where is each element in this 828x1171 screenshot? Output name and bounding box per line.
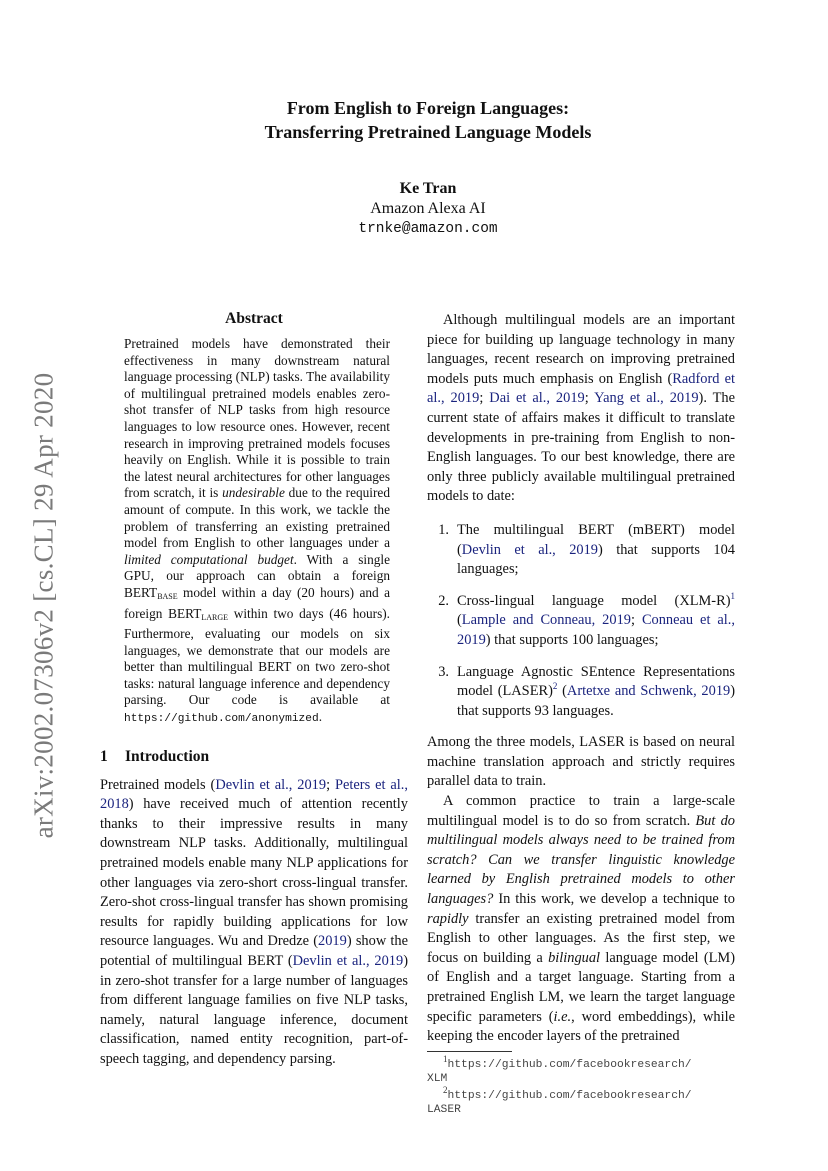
title-line-2: Transferring Pretrained Language Models <box>264 122 592 142</box>
footnote-link-continued[interactable]: LASER <box>427 1103 461 1116</box>
text-run: ; <box>584 390 595 407</box>
citation-link[interactable]: Dai et al., 2019 <box>489 390 585 407</box>
intro-paragraph <box>100 776 408 1070</box>
list-number: 1. <box>438 521 449 538</box>
abstract-emphasis: undesirable <box>222 485 285 501</box>
footnote-1 <box>427 1054 735 1086</box>
text-run: ; <box>630 612 642 629</box>
list-number: 2. <box>438 592 449 609</box>
footnote-divider <box>427 1051 512 1052</box>
text-run: ) in zero-shot transfer for a large number of languages from different language families on five NLP tasks, namely, natural language inference, document classification, named entity recognition, part-of-speech tagging, and dependency parsing. <box>100 953 408 1067</box>
text-run: ). The current state of affairs makes it difficult to translate developments in pre-training from English to non-English languages. To our best knowledge, there are only three publicly available multilingual pretrained models to date: <box>427 390 735 505</box>
abstract-heading: Abstract <box>225 310 283 327</box>
arxiv-stamp-text: arXiv:2002.07306v2 [cs.CL] 29 Apr 2020 <box>28 372 59 838</box>
footnote-link-continued[interactable]: XLM <box>427 1072 448 1085</box>
citation-link[interactable]: Devlin et al., 2019 <box>292 953 404 969</box>
citation-link[interactable]: Conneau et al., 2019 <box>457 612 735 648</box>
text-run: ) show the potential of multilingual BERT ( <box>100 933 409 969</box>
text-run: language model (LM) of English and a target language. Starting from a pretrained English LM, we learn the target language specific parameters ( <box>427 949 736 1025</box>
section-title: Introduction <box>125 747 210 765</box>
author-email[interactable]: trnke@amazon.com <box>358 221 498 237</box>
citation-link[interactable]: Devlin et al., 2019 <box>215 776 327 793</box>
text-run: Pretrained models ( <box>100 776 216 793</box>
abstract-part: Pretrained models have demonstrated their effectiveness in many downstream natural language processing (NLP) tasks. The availability of multilingual pretrained models enables zero-shot transfer of NLP tasks from high resource languages to low resource ones. However, recent research in improving pretrained models focuses heavily on English. While it is possible to train the latest neural architectures for other languages from scratch, it is <box>124 336 390 501</box>
right-paragraph-3 <box>427 792 735 1047</box>
title-line-1: From English to Foreign Languages: <box>286 98 570 118</box>
citation-link[interactable]: Lample and Conneau, 2019 <box>461 612 631 629</box>
right-column <box>427 311 735 1120</box>
text-run: In this work, we develop a technique to <box>493 891 735 908</box>
code-link[interactable]: https://github.com/anonymized <box>124 713 319 726</box>
text-run: ) that supports 100 languages; <box>485 631 659 648</box>
footnote-marker[interactable]: 1 <box>730 590 735 601</box>
list-number: 3. <box>438 663 449 680</box>
footnote-link[interactable]: https://github.com/facebookresearch/ <box>447 1089 692 1102</box>
text-run: The multilingual BERT (mBERT) model ( <box>457 521 735 558</box>
citation-link[interactable]: Peters et al., 2018 <box>100 776 408 813</box>
list-item <box>427 663 735 722</box>
citation-link[interactable]: Radford et al., 2019 <box>427 370 735 407</box>
list-item-text <box>457 663 735 722</box>
emphasis: i.e. <box>553 1008 572 1025</box>
text-run: Language Agnostic SEntence Representations model (LASER) <box>457 663 735 700</box>
list-item-text <box>457 521 735 580</box>
text-run: ) that supports 104 languages; <box>457 541 735 578</box>
citation-link[interactable]: Yang et al., 2019 <box>594 390 699 407</box>
list-item <box>427 521 735 580</box>
paper-title <box>120 96 736 144</box>
footnote-number: 2 <box>443 1085 448 1096</box>
text-run: ( <box>557 683 567 700</box>
abstract-part: . With a single GPU, our approach can obtain a foreign BERT <box>124 551 390 600</box>
citation-link[interactable]: Devlin et al., 2019 <box>461 541 598 558</box>
list-item <box>427 592 735 651</box>
text-run: ; <box>479 390 490 407</box>
citation-link[interactable]: Artetxe and Schwenk, 2019 <box>566 683 731 700</box>
model-list <box>427 521 735 721</box>
text-run: ( <box>457 612 462 629</box>
footnote-number: 1 <box>443 1054 448 1065</box>
section-number: 1 <box>100 747 108 765</box>
abstract-part: due to the required amount of compute. In this work, we tackle the problem of transferring an existing pretrained model from English to other languages under a <box>124 485 390 551</box>
right-paragraph-1 <box>427 311 735 507</box>
bert-large-subscript: LARGE <box>201 612 228 622</box>
text-run: A common practice to train a large-scale multilingual model is to do so from scratch. <box>427 793 735 829</box>
author-block <box>120 179 736 239</box>
emphasis: But do multilingual models always need to be trained from scratch? Can we transfer linguistic knowledge learned by English pretrained models to other languages? <box>427 812 735 908</box>
list-item-text <box>457 592 735 651</box>
footnote-marker[interactable]: 2 <box>552 681 558 692</box>
footnote-link[interactable]: https://github.com/facebookresearch/ <box>447 1058 692 1071</box>
abstract-part: . <box>318 709 323 725</box>
text-run: ) that supports 93 languages. <box>457 683 736 719</box>
citation-link[interactable]: 2019 <box>318 933 347 950</box>
emphasis: bilingual <box>548 949 601 966</box>
right-paragraph-2: Among the three models, LASER is based on neural machine translation approach and strictly requires parallel data to train. <box>427 734 735 790</box>
abstract-emphasis: limited computational budget <box>124 551 294 567</box>
bert-base-subscript: BASE <box>157 591 178 601</box>
text-run: Cross-lingual language model (XLM-R) <box>457 592 731 609</box>
abstract-part: within two days (46 hours). Furthermore, evaluating our models on six languages, we demonstrate that our models are better than multilingual BERT on two zero-shot tasks: natural language inference and dependency parsing. Our code is available at <box>124 605 391 708</box>
arxiv-stamp <box>16 360 72 850</box>
emphasis: rapidly <box>427 910 469 927</box>
section-heading-introduction <box>100 748 408 766</box>
text-run: transfer an existing pretrained model from English to other languages. As the first step, we focus on building a <box>427 910 735 966</box>
abstract-text <box>124 336 390 728</box>
text-run: ) have received much of attention recently thanks to their impressive results in many downstream NLP tasks. Additionally, multilingual pretrained models enable many NLP applications for other languages via zero-short cross-lingual transfer. Zero-shot cross-lingual transfer has shown promising results for rapidly building applications for low resource languages. Wu and Dredze ( <box>100 796 408 950</box>
text-run: , word embeddings), while keeping the encoder layers of the pretrained <box>427 1008 735 1045</box>
left-column <box>100 310 408 1070</box>
text-run: Although multilingual models are an important piece for building up language technology in many languages, recent research on improving pretrained models puts much emphasis on English ( <box>427 312 735 387</box>
author-name: Ke Tran <box>399 180 457 197</box>
text-run: ; <box>326 776 335 793</box>
abstract-part: model within a day (20 hours) and a foreign BERT <box>124 584 390 621</box>
footnote-2 <box>427 1085 735 1117</box>
author-affiliation: Amazon Alexa AI <box>370 200 486 217</box>
